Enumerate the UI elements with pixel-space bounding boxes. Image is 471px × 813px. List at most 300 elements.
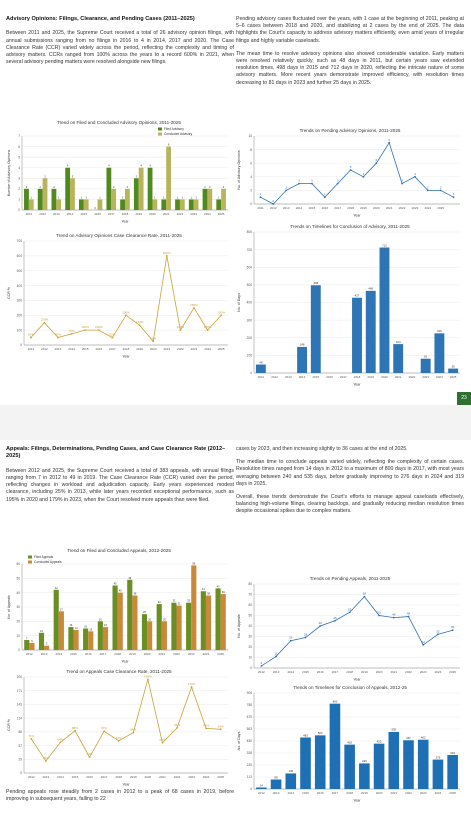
bar (103, 627, 108, 650)
bar (418, 740, 429, 789)
data-point (427, 190, 429, 192)
data-label: 1 (58, 196, 60, 200)
bar (70, 178, 75, 210)
bar (194, 199, 199, 210)
x-tick-label: 2014 (287, 791, 295, 795)
data-label: 40 (318, 621, 322, 625)
x-tick-label: 2016 (86, 775, 93, 779)
legend-label: Filed Advisory (164, 127, 184, 131)
data-label: 14 (74, 626, 78, 630)
x-tick-label: 2015 (312, 375, 320, 379)
x-tick-label: 2012 (39, 212, 46, 216)
data-label: 3 (336, 178, 339, 183)
bar (421, 359, 431, 373)
data-label: 164 (395, 339, 401, 344)
x-tick-label: 2011 (27, 347, 35, 351)
bar (84, 199, 89, 210)
data-label: 466 (368, 286, 374, 291)
x-tick-label: 2021 (385, 206, 393, 210)
data-point (162, 742, 164, 744)
y-tick-label: 500 (16, 268, 22, 273)
data-label: 93% (203, 723, 210, 728)
x-tick-label: 2014 (68, 347, 75, 351)
data-label: 4 (140, 164, 142, 168)
x-tick-label: 2019 (367, 375, 375, 379)
data-label: 2 (426, 185, 429, 190)
y-tick-label: 0 (250, 666, 252, 671)
bar (256, 788, 267, 789)
data-point (334, 620, 336, 622)
bar (120, 199, 125, 210)
data-label: 2 (439, 185, 442, 190)
bar (300, 737, 311, 789)
x-tick-label: 2016 (316, 670, 324, 674)
x-tick-label: 2017 (100, 775, 108, 779)
y-tick-label: 0 (20, 343, 22, 348)
x-tick-label: 2020 (149, 212, 156, 216)
data-label: 2 (222, 185, 225, 189)
data-label: 88% (71, 725, 79, 730)
y-tick-label: 500 (246, 283, 252, 288)
page2-right-paragraph: cases by 2023, and then increasing slightly to 36 cases at the end of 2025. (236, 446, 408, 452)
x-tick-label: 2018 (346, 670, 353, 674)
bar (147, 621, 152, 650)
x-tick-label: 2017 (99, 652, 107, 656)
chart-title: Trends on Pending Appeals, 2011-2025 (309, 576, 391, 581)
x-tick-label: 2017 (107, 212, 115, 216)
data-label: 462 (420, 735, 426, 740)
bar (344, 745, 355, 789)
data-point (290, 640, 292, 642)
bar (352, 298, 362, 373)
bar (148, 168, 153, 210)
data-label: 150% (40, 317, 49, 322)
page1-left-column (6, 16, 234, 72)
y-tick-label: 600 (246, 265, 252, 270)
data-label: 2 (39, 185, 41, 189)
x-tick-label: 2022 (173, 652, 180, 656)
x-tick-label: 2020 (143, 652, 151, 656)
data-label: 225 (437, 329, 442, 334)
data-label: 41 (201, 588, 205, 592)
y-tick-label: 50 (16, 576, 20, 581)
y-tick-label: 4 (250, 175, 252, 179)
bar (88, 631, 93, 650)
legend-label: Filed Appeals (34, 555, 54, 559)
data-label: 48 (392, 612, 396, 617)
page-number: 23 (457, 392, 471, 405)
x-tick-label: 2023 (419, 791, 427, 795)
x-tick-label: 2012 (258, 791, 265, 795)
y-tick-label: 3 (18, 176, 20, 181)
x-tick-label: 2015 (80, 212, 88, 216)
data-label: 319 (450, 750, 455, 755)
chart-background (6, 231, 232, 359)
y-axis-label: No. of Days (237, 731, 241, 751)
y-tick-label: 7 (18, 134, 20, 139)
data-label: 25% (42, 756, 49, 760)
bar (201, 591, 206, 650)
page2-right-paragraph: Overall, these trends demonstrate the Court's efforts to manage appeal caseloads effectively, balancing high-volume filings, clearing backlogs, and gradually reducing median resolution times despite occasional spikes due to complex matters. (236, 494, 464, 515)
data-label: 36 (450, 625, 455, 630)
y-tick-label: 10 (16, 633, 20, 638)
bar (132, 596, 137, 650)
data-label: 11 (274, 651, 278, 656)
data-label: 49 (128, 576, 132, 580)
data-label: 81 (424, 354, 428, 359)
data-point (193, 307, 195, 309)
data-label: 20 (148, 618, 152, 622)
bar (29, 643, 34, 650)
data-point (166, 255, 168, 257)
x-tick-label: 2014 (287, 670, 295, 674)
data-point (414, 176, 416, 178)
bar (127, 580, 132, 650)
bar (374, 744, 385, 789)
x-tick-label: 2019 (129, 652, 136, 656)
y-tick-label: 57 (18, 743, 22, 748)
bar (203, 189, 208, 210)
data-label: 9 (388, 137, 391, 142)
data-label: 195% (144, 674, 152, 679)
bar (191, 565, 196, 650)
data-label: 1 (121, 196, 124, 200)
y-tick-label: 5 (18, 155, 20, 160)
page-gap (0, 405, 471, 440)
y-tick-label: 10 (248, 655, 252, 660)
data-point (350, 169, 352, 171)
x-tick-label: 2015 (71, 775, 79, 779)
bar (434, 333, 444, 373)
data-point (30, 337, 32, 339)
data-label: 5 (349, 165, 352, 169)
data-point (103, 730, 105, 732)
data-label: 33 (172, 599, 176, 603)
bar (39, 633, 44, 650)
bar (59, 611, 64, 650)
data-label: 25% (150, 336, 157, 341)
data-point (180, 329, 182, 331)
y-tick-label: 29 (18, 757, 22, 762)
y-tick-label: 700 (246, 247, 252, 252)
data-label: 48 (259, 360, 263, 365)
data-label: 31 (177, 602, 181, 606)
chart-background (6, 667, 232, 787)
bar (448, 369, 458, 373)
data-label: 146 (288, 769, 294, 774)
bar (98, 621, 103, 650)
x-tick-label: 2012 (41, 347, 48, 351)
bar (56, 199, 61, 210)
x-tick-label: 2021 (390, 670, 398, 674)
chart-appeals-ccr (6, 667, 232, 787)
page2-left-column (6, 446, 234, 510)
data-point (44, 322, 46, 324)
x-tick-label: 2021 (394, 375, 402, 379)
y-axis-label: CCR % (7, 287, 11, 299)
data-label: 38 (133, 592, 137, 596)
data-point (260, 665, 262, 667)
data-point (393, 617, 395, 619)
chart-advisory-ccr (6, 231, 232, 359)
data-label: 3 (44, 175, 46, 179)
x-tick-label: 2023 (190, 212, 198, 216)
y-tick-label: 70 (248, 592, 252, 597)
y-tick-label: 30 (16, 605, 20, 610)
data-label: 2 (53, 185, 55, 189)
bar (433, 760, 444, 789)
data-point (191, 686, 193, 688)
data-label: 42 (54, 586, 58, 590)
page-23 (0, 0, 471, 405)
bar (175, 199, 180, 210)
data-label: 416 (347, 740, 352, 745)
x-tick-label: 2024 (436, 375, 443, 379)
data-point (220, 728, 222, 730)
data-label: 3 (135, 175, 138, 179)
bar (79, 199, 84, 210)
x-tick-label: 2013 (42, 775, 50, 779)
x-tick-label: 2019 (360, 206, 367, 210)
x-tick-label: 2025 (217, 652, 224, 656)
x-tick-label: 2024 (434, 791, 442, 795)
data-label: 503 (317, 731, 323, 736)
data-label: 50 (377, 610, 381, 615)
chart-advisory-timelines (236, 222, 464, 387)
bar (166, 147, 171, 210)
y-tick-label: 20 (16, 619, 20, 624)
chart-advisory-pending (236, 126, 464, 218)
data-label: 26 (289, 635, 293, 640)
x-tick-label: 2023 (190, 347, 198, 351)
y-tick-label: 300 (16, 298, 22, 303)
legend-swatch (28, 561, 32, 564)
data-label: 427 (354, 293, 360, 298)
bar (388, 732, 399, 789)
x-tick-label: 2022 (173, 775, 181, 779)
data-point (275, 656, 277, 658)
bar (125, 189, 130, 210)
data-label: 49 (406, 611, 411, 616)
chart-advisory-filed-concluded (6, 118, 232, 224)
x-axis-label: Year (353, 798, 361, 803)
y-tick-label: 171 (16, 688, 22, 693)
data-point (89, 756, 91, 758)
data-point (45, 760, 47, 762)
legend-swatch (158, 128, 162, 131)
x-axis-label: Year (122, 782, 130, 787)
x-tick-label: 2013 (284, 375, 292, 379)
data-label: 39 (221, 591, 225, 595)
data-label: 457 (406, 736, 411, 741)
bar (142, 614, 147, 650)
x-tick-label: 2013 (52, 212, 60, 216)
data-label: 1 (190, 196, 192, 200)
x-tick-label: 2022 (176, 212, 184, 216)
data-point (30, 738, 32, 740)
data-label: 20 (162, 618, 166, 622)
data-point (98, 329, 100, 331)
x-tick-label: 2015 (81, 347, 89, 351)
data-point (125, 314, 127, 316)
y-tick-label: 200 (16, 313, 22, 318)
data-label: 33% (86, 752, 93, 757)
data-label: 0 (272, 199, 275, 203)
data-point (205, 727, 207, 729)
x-tick-label: 2014 (57, 775, 64, 779)
bar (139, 168, 144, 210)
bar (52, 189, 57, 210)
x-tick-label: 2016 (94, 212, 101, 216)
x-tick-label: 2025 (437, 206, 445, 210)
x-tick-label: 2017 (109, 347, 116, 351)
bar (297, 347, 307, 373)
data-label: 64% (57, 737, 64, 742)
data-label: 43 (216, 585, 220, 589)
data-label: 133% (135, 320, 144, 325)
data-label: 2 (285, 185, 288, 190)
x-tick-label: 2020 (149, 347, 157, 351)
data-label: 100% (94, 325, 103, 330)
y-tick-label: 8 (250, 147, 252, 152)
chart-title: Trends on Timelines for Conclusion of Appeals, 2012-25 (293, 685, 407, 690)
x-tick-label: 2023 (419, 670, 427, 674)
bar (24, 189, 29, 210)
chart-title: Trends on Pending Advisory Opinions, 2011-2025 (299, 128, 401, 133)
data-label: 483 (303, 733, 308, 738)
data-label: 45 (113, 582, 117, 586)
x-tick-label: 2024 (434, 670, 442, 674)
y-tick-label: 400 (246, 300, 252, 305)
x-tick-label: 2013 (272, 791, 280, 795)
x-tick-label: 2014 (298, 375, 306, 379)
page1-right-paragraph: Pending advisory cases fluctuated over the years, with 1 case at the beginning of 2011, peaking at 5–6 cases between 2018 and 2020, and stabilizing at 2 cases by the end of 2025. The data highlights the Court's capacity to address advisory matters efficiently, even amid years of irregular filings and highly variable caseloads. (236, 16, 464, 44)
data-label: 240 (362, 759, 367, 764)
y-tick-label: 4 (18, 165, 20, 170)
x-tick-label: 2024 (204, 212, 211, 216)
y-tick-label: 86 (18, 730, 22, 735)
data-point (337, 183, 339, 185)
data-point (319, 625, 321, 627)
data-label: 200% (122, 310, 130, 315)
data-label: 63% (159, 737, 166, 742)
y-tick-label: 788 (246, 703, 252, 708)
data-label: 50% (109, 332, 116, 337)
y-tick-label: 100 (246, 353, 252, 358)
page2-left-paragraph: Between 2012 and 2025, the Supreme Court received a total of 383 appeals, with annual filings ranging from 7 in 2012 to 49 in 2019. The Case Clearance Rate (CCR) varied over the period, reflecting changes in workload and adjudication capacity. Early years experienced modest clearance, including 25% in 2013, while later years recorded exceptional performance, such as 195% in 2020 and 179% in 2023, when the Court resolved more appeals than were filed. (6, 467, 234, 503)
y-tick-label: 900 (246, 691, 252, 696)
data-label: 1 (323, 192, 326, 197)
data-label: 712 (382, 243, 387, 248)
data-label: 4 (108, 164, 110, 168)
data-label: 1 (85, 196, 87, 200)
y-tick-label: 2 (18, 187, 20, 192)
data-point (176, 727, 178, 729)
x-axis-label: Year (121, 659, 129, 664)
data-label: 89 (274, 775, 278, 780)
page1-right-column (236, 16, 464, 93)
data-label: 33 (187, 599, 191, 603)
bar (54, 590, 59, 650)
y-tick-label: 400 (16, 283, 22, 288)
bar (134, 178, 139, 210)
data-point (401, 183, 403, 185)
data-point (408, 616, 410, 618)
y-tick-label: 300 (246, 318, 252, 323)
y-tick-label: 0 (18, 208, 20, 213)
x-tick-label: 2011 (257, 375, 265, 379)
x-tick-label: 2021 (390, 791, 398, 795)
x-tick-label: 2025 (217, 775, 225, 779)
data-point (311, 183, 313, 185)
x-tick-label: 2020 (372, 206, 380, 210)
x-tick-label: 2022 (405, 670, 412, 674)
bar (447, 755, 458, 789)
data-label: 2 (260, 660, 263, 665)
y-tick-label: 338 (246, 751, 252, 756)
y-tick-label: 225 (246, 763, 252, 768)
data-label: 13 (89, 628, 93, 632)
x-tick-label: 2015 (308, 206, 316, 210)
bar (157, 604, 162, 650)
x-tick-label: 2012 (26, 652, 33, 656)
bar (44, 646, 49, 650)
y-tick-label: 6 (250, 161, 252, 166)
data-label: 25 (143, 611, 146, 615)
bar (68, 627, 73, 650)
bar (74, 630, 79, 650)
y-axis-label: No. of Appeals (7, 595, 11, 619)
x-tick-label: 2024 (202, 652, 210, 656)
x-tick-label: 2020 (381, 375, 388, 379)
data-point (71, 333, 73, 335)
x-tick-label: 2015 (70, 652, 77, 656)
y-tick-label: 6 (18, 144, 20, 149)
y-tick-label: 60 (16, 562, 20, 567)
x-tick-label: 2023 (188, 775, 195, 779)
data-label: 7 (26, 636, 28, 640)
data-point (112, 337, 114, 339)
bar (271, 780, 282, 789)
data-label: 6 (167, 143, 170, 147)
page-24 (0, 440, 471, 813)
data-point (147, 679, 149, 681)
data-label: 75% (68, 328, 75, 333)
y-tick-label: 800 (246, 230, 252, 235)
bar (83, 629, 88, 651)
data-label: 2 (126, 185, 129, 189)
data-label: 1 (99, 196, 101, 200)
x-tick-label: 2016 (316, 791, 324, 795)
y-axis-label: No. of Days (237, 293, 241, 312)
x-tick-label: 2020 (375, 670, 383, 674)
x-tick-label: 2016 (95, 347, 103, 351)
x-axis-label: Year (122, 354, 130, 359)
x-tick-label: 2019 (129, 775, 137, 779)
data-label: 1 (154, 196, 156, 200)
y-tick-label: 10 (248, 134, 252, 139)
bar (24, 640, 29, 650)
x-tick-label: 2011 (257, 206, 264, 210)
data-label: 6 (375, 158, 378, 163)
y-tick-label: 40 (248, 624, 252, 629)
chart-background (236, 574, 464, 682)
data-label: 1 (176, 196, 179, 200)
x-tick-label: 2013 (272, 670, 280, 674)
bar (330, 704, 341, 789)
x-tick-label: 2018 (347, 206, 354, 210)
x-tick-label: 2019 (135, 212, 143, 216)
